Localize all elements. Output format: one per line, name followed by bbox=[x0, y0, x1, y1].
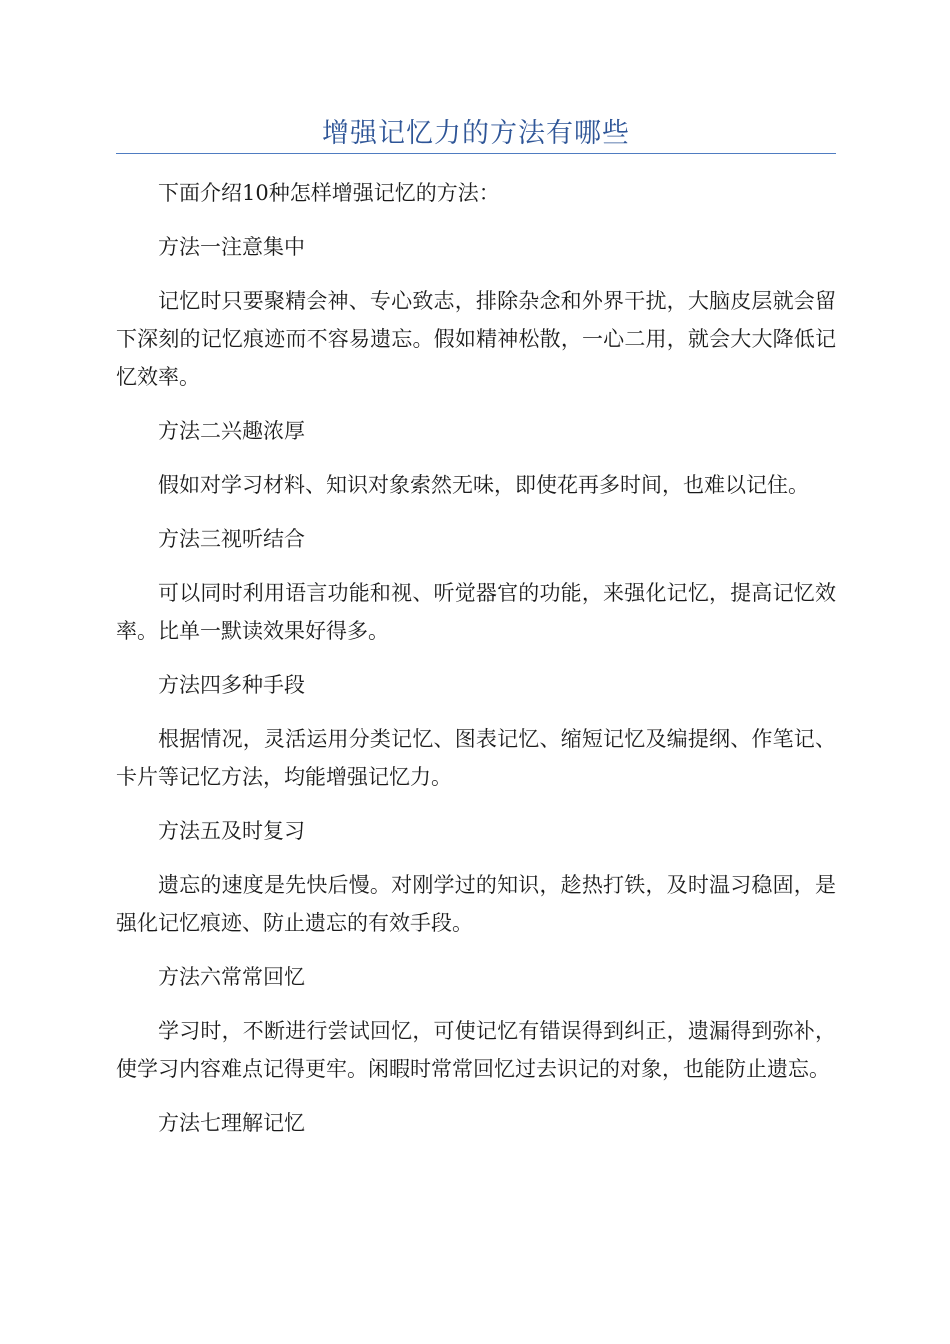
intro-paragraph: 下面介绍10种怎样增强记忆的方法： bbox=[158, 181, 500, 205]
section-heading-3: 方法三视听结合 bbox=[158, 527, 305, 551]
document-body bbox=[116, 174, 836, 1158]
section-heading-4: 方法四多种手段 bbox=[158, 673, 305, 697]
section-text-2: 假如对学习材料、知识对象索然无味，即使花再多时间，也难以记住。 bbox=[158, 473, 809, 497]
title-underline bbox=[116, 153, 836, 154]
page-title: 增强记忆力的方法有哪些 bbox=[322, 118, 630, 149]
section-heading-1: 方法一注意集中 bbox=[158, 235, 305, 259]
section-text-5: 遗忘的速度是先快后慢。对刚学过的知识，趁热打铁，及时温习稳固，是强化记忆痕迹、防止遗忘的有效手段。 bbox=[116, 873, 836, 935]
section-text-3: 可以同时利用语言功能和视、听觉器官的功能，来强化记忆，提高记忆效率。比单一默读效果好得多。 bbox=[116, 581, 836, 643]
section-text-6: 学习时，不断进行尝试回忆，可使记忆有错误得到纠正，遗漏得到弥补，使学习内容难点记得更牢。闲暇时常常回忆过去识记的对象，也能防止遗忘。 bbox=[116, 1019, 836, 1081]
section-text-1: 记忆时只要聚精会神、专心致志，排除杂念和外界干扰，大脑皮层就会留下深刻的记忆痕迹而不容易遗忘。假如精神松散，一心二用，就会大大降低记忆效率。 bbox=[116, 289, 836, 389]
section-text-4: 根据情况，灵活运用分类记忆、图表记忆、缩短记忆及编提纲、作笔记、卡片等记忆方法，均能增强记忆力。 bbox=[116, 727, 836, 789]
section-heading-5: 方法五及时复习 bbox=[158, 819, 305, 843]
section-heading-2: 方法二兴趣浓厚 bbox=[158, 419, 305, 443]
section-heading-7: 方法七理解记忆 bbox=[158, 1111, 305, 1135]
section-heading-6: 方法六常常回忆 bbox=[158, 965, 305, 989]
